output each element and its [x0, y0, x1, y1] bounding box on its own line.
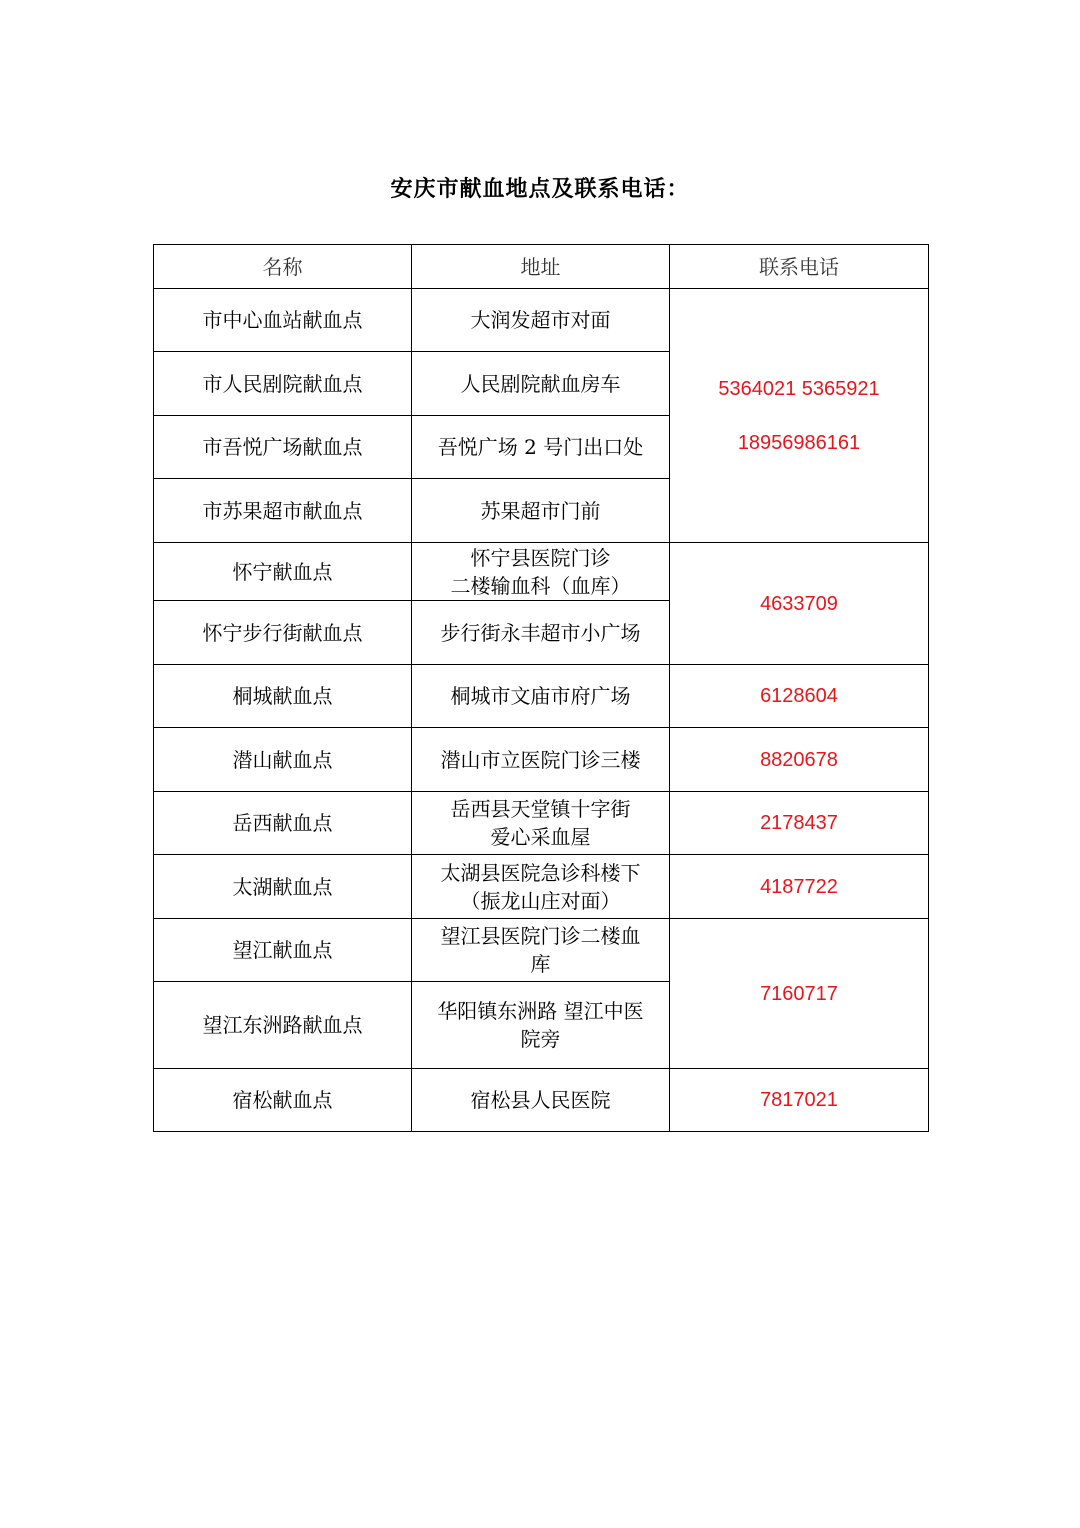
- phone-cell-huaining: 4633709: [670, 543, 929, 665]
- site-address: 人民剧院献血房车: [412, 352, 670, 416]
- table-row: [154, 728, 929, 792]
- phone-number: 18956986161: [737, 431, 861, 454]
- site-name: 岳西献血点: [154, 792, 412, 855]
- phone-cell-city: [670, 289, 929, 543]
- site-address: 吾悦广场 2 号门出口处: [412, 416, 670, 479]
- site-address: 潜山市立医院门诊三楼: [412, 728, 670, 792]
- site-name: 太湖献血点: [154, 855, 412, 919]
- table-row: [154, 543, 929, 601]
- site-address: 岳西县天堂镇十字街 爱心采血屋: [412, 792, 670, 855]
- site-name: 市苏果超市献血点: [154, 479, 412, 543]
- site-address: 怀宁县医院门诊 二楼输血科（血库）: [412, 543, 670, 601]
- phone-cell-susong: 7817021: [670, 1069, 929, 1132]
- site-address: 苏果超市门前: [412, 479, 670, 543]
- page-title: 安庆市献血地点及联系电话：: [390, 176, 690, 202]
- column-header-phone: 联系电话: [670, 245, 929, 289]
- table-row: [154, 289, 929, 352]
- table-header-row: [154, 245, 929, 289]
- site-name: 望江献血点: [154, 919, 412, 982]
- site-name: 潜山献血点: [154, 728, 412, 792]
- phone-cell-qianshan: 8820678: [670, 728, 929, 792]
- table-row: [154, 665, 929, 728]
- site-address: 步行街永丰超市小广场: [412, 601, 670, 665]
- site-name: 望江东洲路献血点: [154, 982, 412, 1069]
- site-name: 宿松献血点: [154, 1069, 412, 1132]
- site-name: 怀宁步行街献血点: [154, 601, 412, 665]
- site-address: 华阳镇东洲路 望江中医 院旁: [412, 982, 670, 1069]
- table-row: [154, 919, 929, 982]
- site-name: 怀宁献血点: [154, 543, 412, 601]
- site-address: 太湖县医院急诊科楼下 （振龙山庄对面）: [412, 855, 670, 919]
- site-address: 宿松县人民医院: [412, 1069, 670, 1132]
- site-name: 桐城献血点: [154, 665, 412, 728]
- column-header-name: 名称: [154, 245, 412, 289]
- site-address: 桐城市文庙市府广场: [412, 665, 670, 728]
- site-name: 市人民剧院献血点: [154, 352, 412, 416]
- site-address: 望江县医院门诊二楼血 库: [412, 919, 670, 982]
- phone-cell-wangjiang: 7160717: [670, 919, 929, 1069]
- site-name: 市中心血站献血点: [154, 289, 412, 352]
- phone-cell-yuexi: 2178437: [670, 792, 929, 855]
- site-address: 大润发超市对面: [412, 289, 670, 352]
- table-row: [154, 855, 929, 919]
- phone-cell-tongcheng: 6128604: [670, 665, 929, 728]
- site-name: 市吾悦广场献血点: [154, 416, 412, 479]
- blood-donation-table: [153, 244, 929, 1132]
- phone-number: 5364021 5365921: [718, 377, 880, 400]
- table-row: [154, 1069, 929, 1132]
- phone-cell-taihu: 4187722: [670, 855, 929, 919]
- column-header-address: 地址: [412, 245, 670, 289]
- table-row: [154, 792, 929, 855]
